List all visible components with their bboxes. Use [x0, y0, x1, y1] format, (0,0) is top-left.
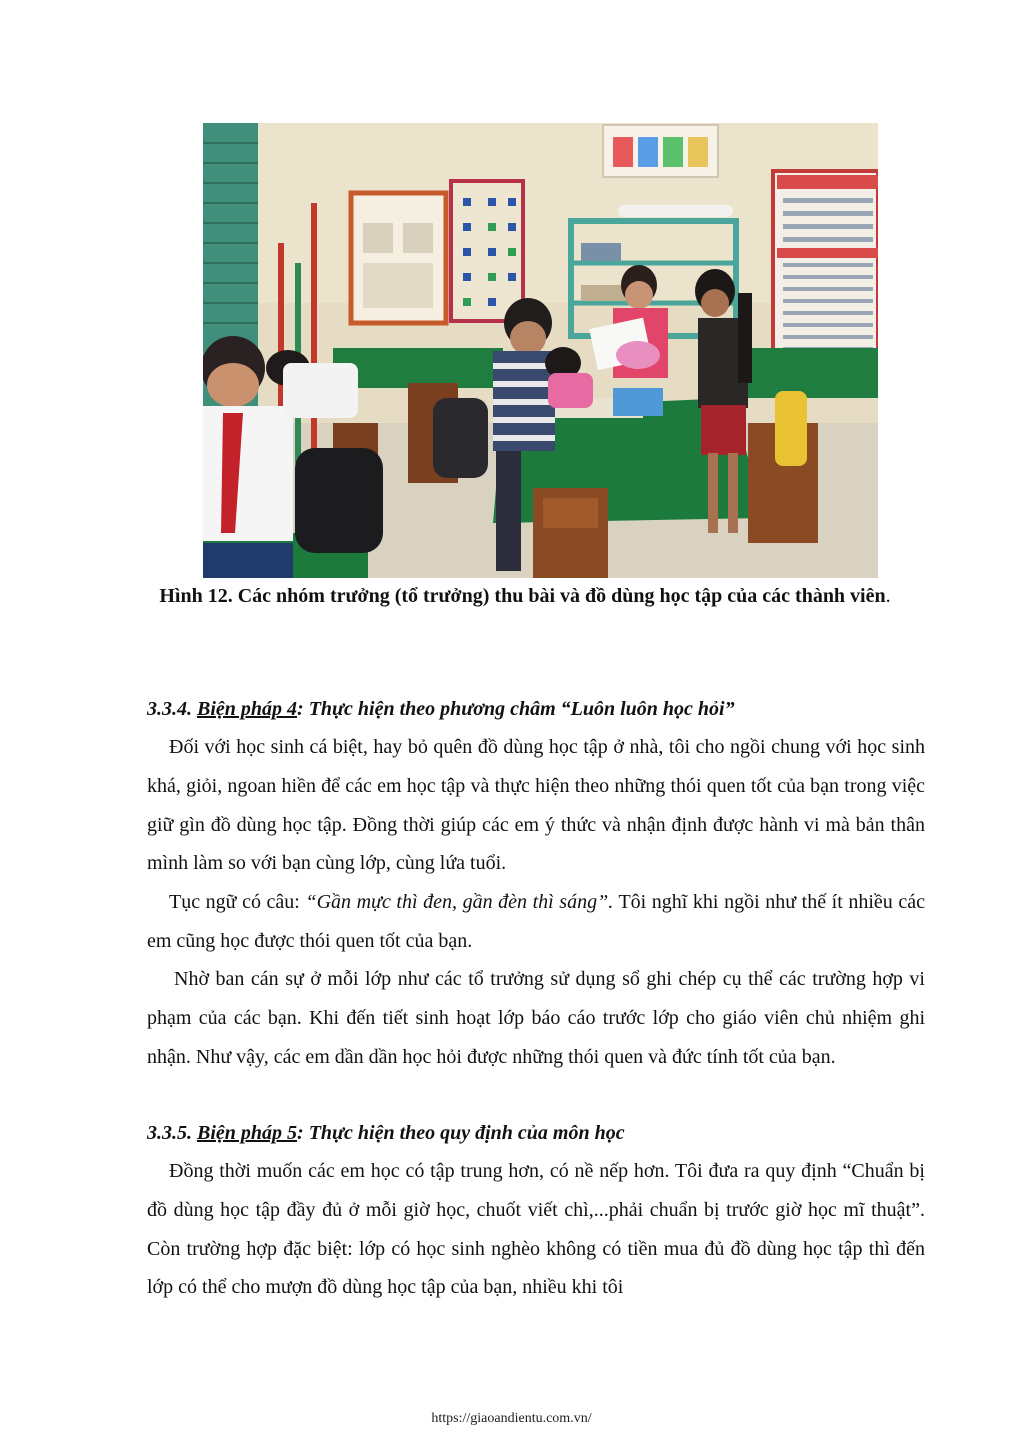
paragraph-2-intro: Tục ngữ có câu:	[169, 891, 306, 913]
paragraph-4: Đồng thời muốn các em học có tập trung hơn, có nề nếp hơn. Tôi đưa ra quy định “Chuẩn bị đồ dùng học tập đầy đủ ở mỗi giờ học, chuốt viết chì,...phải chuẩn bị trước giờ học mĩ thuật”. Còn trường hợp đặc biệt: lớp có học sinh nghèo không có tiền mua đủ đồ dùng học tập thì đến lớp có thể cho mượn đồ dùng học tập của bạn, nhiều khi tôi	[147, 1160, 925, 1299]
paragraph-1: Đối với học sinh cá biệt, hay bỏ quên đồ dùng học tập ở nhà, tôi cho ngồi chung với học sinh khá, giỏi, ngoan hiền để các em học tập và thực hiện theo những thói quen tốt của bạn trong việc giữ gìn đồ dùng học tập. Đồng thời giúp các em ý thức và nhận định được hành vi mà bản thân mình làm so với bạn cùng lớp, cùng lứa tuổi.	[147, 736, 925, 875]
paragraph-2	[147, 883, 925, 961]
classroom-photo-illustration	[203, 123, 878, 578]
paragraph-3: Nhờ ban cán sự ở mỗi lớp như các tổ trưởng sử dụng sổ ghi chép cụ thể các trường hợp vi phạm của các bạn. Khi đến tiết sinh hoạt lớp báo cáo trước lớp cho giáo viên chủ nhiệm ghi nhận. Như vậy, các em dần dần học hỏi được những thói quen và đức tính tốt của bạn.	[147, 968, 925, 1068]
section-5-title: : Thực hiện theo quy định của môn học	[297, 1122, 625, 1144]
section-heading-4	[147, 695, 937, 723]
proverb-quote: “Gần mực thì đen, gần đèn thì sáng”.	[305, 891, 614, 913]
section-4-title: : Thực hiện theo phương châm “Luôn luôn học hỏi”	[297, 698, 735, 720]
figure-caption	[130, 578, 920, 615]
figure-caption-text: Hình 12. Các nhóm trưởng (tổ trưởng) thu bài và đồ dùng học tập của các thành viên	[159, 585, 886, 607]
classroom-photo	[203, 123, 878, 578]
section-4-label: Biện pháp 4	[197, 698, 298, 720]
section-5-label: Biện pháp 5	[197, 1122, 298, 1144]
section-5-number: 3.3.5.	[147, 1122, 197, 1144]
footer-url[interactable]: https://giaoandientu.com.vn/	[431, 1411, 592, 1426]
figure-caption-period: .	[885, 585, 891, 607]
paragraph-2-rest: Tôi nghĩ khi ngồi như thế ít nhiều các em cũng học được thói quen tốt của bạn.	[147, 891, 925, 952]
section-4-number: 3.3.4.	[147, 698, 197, 720]
section-heading-5	[147, 1119, 937, 1147]
